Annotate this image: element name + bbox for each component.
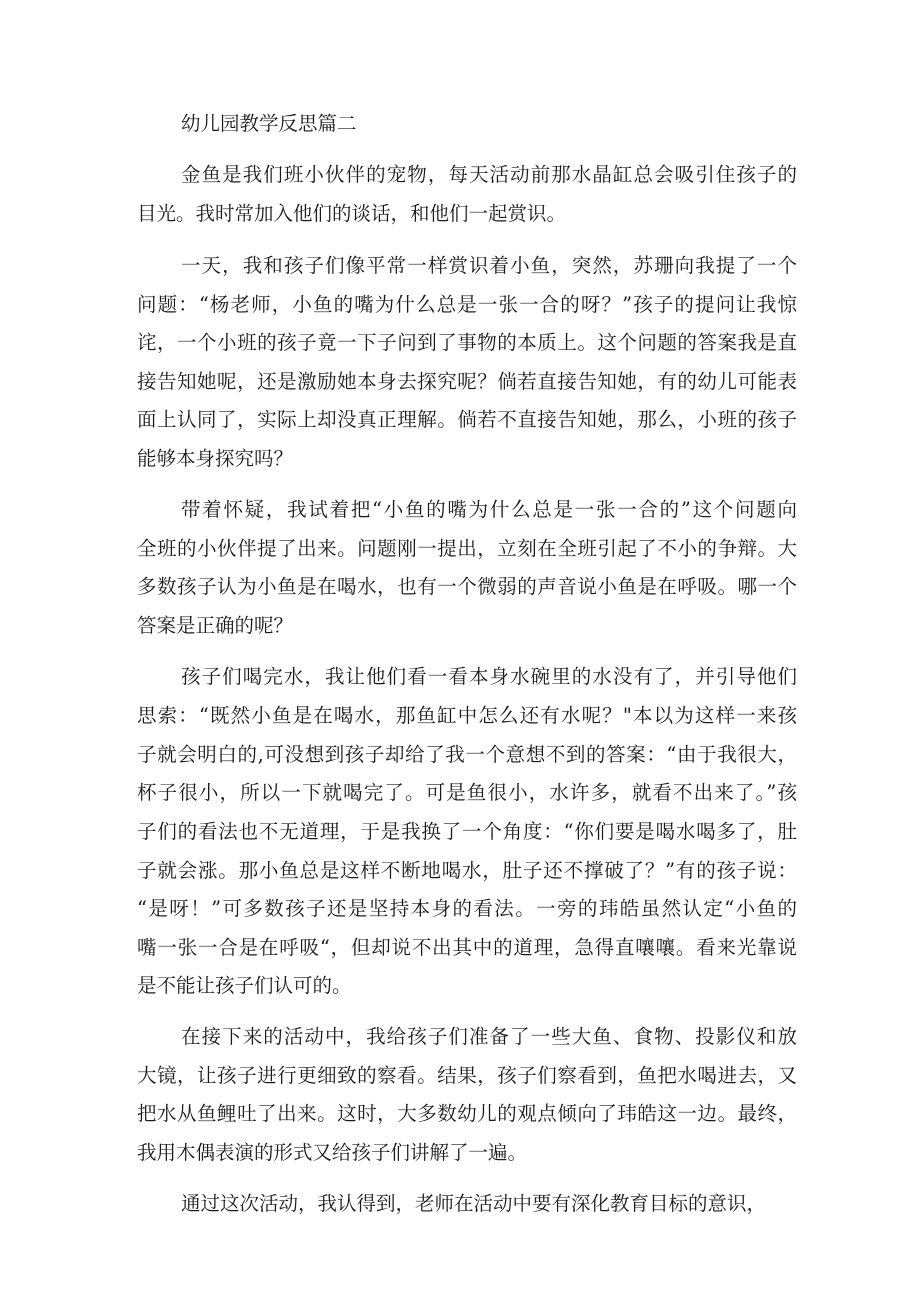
paragraph-5-line-3: 把水从鱼鲤吐了出来。这时，大多数幼儿的观点倾向了玮皓这一边。最终， — [137, 1102, 797, 1125]
paragraph-2-line-4: 接告知她呢，还是激励她本身去探究呢？倘若直接告知她，有的幼儿可能表 — [137, 370, 797, 393]
paragraph-3-line-1: 带着怀疑，我试着把“小鱼的嘴为什么总是一张一合的”这个问题向 — [181, 498, 797, 521]
paragraph-5-line-4: 我用木偶表演的形式又给孩子们讲解了一遍。 — [137, 1141, 528, 1164]
paragraph-4-line-9: 是不能让孩子们认可的。 — [137, 974, 352, 997]
paragraph-2-line-3: 诧，一个小班的孩子竟一下子问到了事物的本质上。这个问题的答案我是直 — [137, 331, 797, 354]
paragraph-2-line-1: 一天，我和孩子们像平常一样赏识着小鱼，突然，苏珊向我提了一个 — [181, 254, 797, 277]
paragraph-4-line-2: 思索：“既然小鱼是在喝水，那鱼缸中怎么还有水呢？"本以为这样一来孩 — [137, 704, 797, 727]
paragraph-3-line-2: 全班的小伙伴提了出来。问题刚一提出，立刻在全班引起了不小的争辩。大 — [137, 537, 797, 560]
paragraph-4-line-1: 孩子们喝完水，我让他们看一看本身水碗里的水没有了，并引导他们 — [181, 665, 797, 688]
paragraph-4-line-7: “是呀！”可多数孩子还是坚持本身的看法。一旁的玮皓虽然认定“小鱼的 — [137, 897, 797, 920]
paragraph-1-line-1: 金鱼是我们班小伙伴的宠物，每天活动前那水晶缸总会吸引住孩子的 — [181, 163, 797, 186]
paragraph-1-line-2: 目光。我时常加入他们的谈话，和他们一起赏识。 — [137, 202, 567, 225]
paragraph-5-line-1: 在接下来的活动中，我给孩子们准备了一些大鱼、食物、投影仪和放 — [181, 1025, 797, 1048]
paragraph-3-line-4: 答案是正确的呢？ — [137, 614, 294, 637]
paragraph-2-line-5: 面上认同了，实际上却没真正理解。倘若不直接告知她，那么，小班的孩子 — [137, 408, 797, 431]
paragraph-4-line-3: 子就会明白的,可没想到孩子却给了我一个意想不到的答案：“由于我很大， — [137, 743, 797, 766]
paragraph-4-line-6: 子就会涨。那小鱼总是这样不断地喝水，肚子还不撑破了？”有的孩子说： — [137, 859, 797, 882]
document-title: 幼儿园教学反思篇二 — [181, 112, 357, 135]
paragraph-3-line-3: 多数孩子认为小鱼是在喝水，也有一个微弱的声音说小鱼是在呼吸。哪一个 — [137, 575, 797, 598]
paragraph-6-line-1: 通过这次活动，我认得到，老师在活动中要有深化教育目标的意识， — [181, 1192, 767, 1215]
paragraph-2-line-2: 问题：“杨老师，小鱼的嘴为什么总是一张一合的呀？”孩子的提问让我惊 — [137, 293, 797, 316]
paragraph-2-line-6: 能够本身探究吗？ — [137, 447, 294, 470]
paragraph-4-line-5: 子们的看法也不无道理，于是我换了一个角度：“你们要是喝水喝多了，肚 — [137, 820, 797, 843]
paragraph-4-line-4: 杯子很小，所以一下就喝完了。可是鱼很小，水许多，就看不出来了。”孩 — [137, 781, 797, 804]
paragraph-4-line-8: 嘴一张一合是在呼吸“，但却说不出其中的道理，急得直嚷嚷。看来光靠说 — [137, 936, 797, 959]
paragraph-5-line-2: 大镜，让孩子进行更细致的察看。结果，孩子们察看到，鱼把水喝进去，又 — [137, 1064, 797, 1087]
